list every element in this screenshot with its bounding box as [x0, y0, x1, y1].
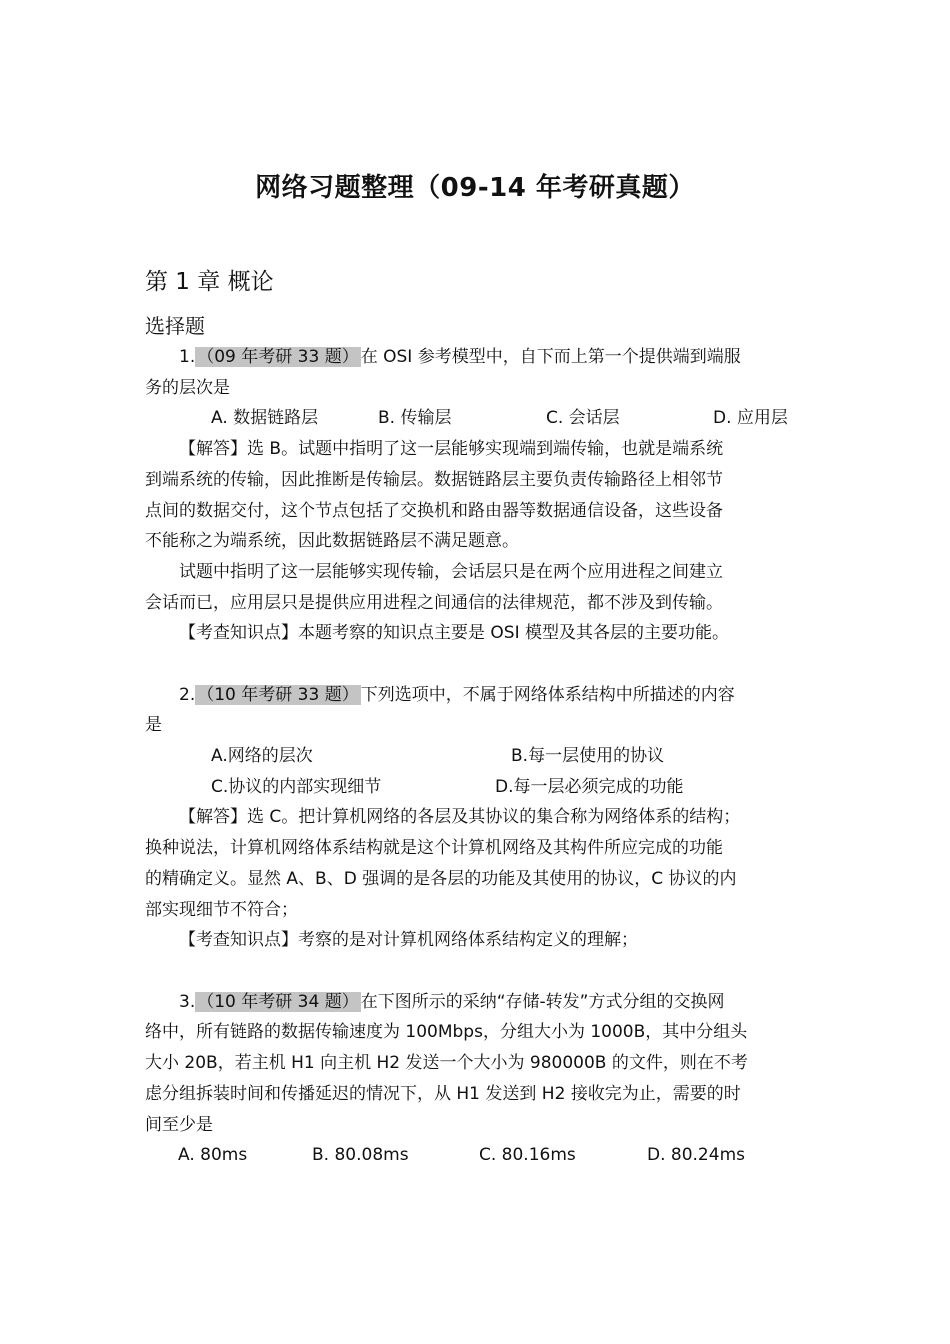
- option-b: B. 传输层: [378, 408, 452, 429]
- option-c: C. 80.16ms: [479, 1145, 576, 1166]
- question-2-options-row1: [145, 741, 815, 772]
- exam-source-tag: （10 年考研 34 题）: [197, 991, 359, 1012]
- question-text: 下列选项中，不属于网络体系结构中所描述的内容: [360, 684, 735, 705]
- exam-source-tag: （09 年考研 33 题）: [197, 347, 359, 367]
- option-d: D. 80.24ms: [647, 1145, 745, 1166]
- question-2-stem: [145, 680, 815, 711]
- answer-line: 的精确定义。显然 A、B、D 强调的是各层的功能及其使用的协议，C 协议的内: [145, 868, 737, 889]
- explanation-line: 试题中指明了这一层能够实现传输，会话层只是在两个应用进程之间建立: [179, 561, 723, 582]
- question-text: 在 OSI 参考模型中，自下而上第一个提供端到端服: [360, 347, 741, 367]
- content-body: [145, 342, 815, 1171]
- option-d: D. 应用层: [713, 408, 788, 429]
- knowledge-point: 【考查知识点】考察的是对计算机网络体系结构定义的理解；: [179, 930, 638, 951]
- question-3-line: 间至少是: [145, 1114, 213, 1135]
- option-b: B. 80.08ms: [312, 1145, 409, 1166]
- section-heading: 选择题: [145, 314, 205, 338]
- question-1-stem: [145, 342, 815, 373]
- knowledge-point: 【考查知识点】本题考察的知识点主要是 OSI 模型及其各层的主要功能。: [179, 623, 729, 644]
- question-1-stem-cont: 务的层次是: [145, 377, 230, 398]
- option-d: D.每一层必须完成的功能: [495, 776, 684, 797]
- option-a: A. 80ms: [178, 1145, 248, 1166]
- question-number: 2.: [179, 684, 196, 705]
- question-3-options: [145, 1140, 815, 1171]
- question-3-line: 大小 20B，若主机 H1 向主机 H2 发送一个大小为 980000B 的文件，则在不考: [145, 1053, 748, 1074]
- explanation-line: 会话而已，应用层只是提供应用进程之间通信的法律规范，都不涉及到传输。: [145, 592, 723, 613]
- option-a: A. 数据链路层: [211, 408, 319, 429]
- question-1-options: [145, 403, 815, 434]
- answer-line: 不能称之为端系统，因此数据链路层不满足题意。: [145, 531, 519, 552]
- question-3-stem: [145, 987, 815, 1018]
- question-2-options-row2: [145, 772, 815, 803]
- option-c: C. 会话层: [546, 408, 620, 429]
- exam-source-tag: （10 年考研 33 题）: [197, 684, 359, 705]
- answer-line: 到端系统的传输，因此推断是传输层。数据链路层主要负责传输路径上相邻节: [145, 469, 723, 490]
- option-b: B.每一层使用的协议: [511, 746, 665, 767]
- answer-line: 点间的数据交付，这个节点包括了交换机和路由器等数据通信设备，这些设备: [145, 500, 723, 521]
- question-2-stem-cont: 是: [145, 715, 162, 736]
- answer-line: 【解答】选 C。把计算机网络的各层及其协议的集合称为网络体系的结构；: [179, 807, 741, 828]
- question-text: 在下图所示的采纳“存储-转发”方式分组的交换网: [360, 991, 725, 1012]
- option-a: A.网络的层次: [211, 746, 313, 767]
- answer-line: 【解答】选 B。试题中指明了这一层能够实现端到端传输，也就是端系统: [179, 439, 724, 460]
- question-3-line: 络中，所有链路的数据传输速度为 100Mbps，分组大小为 1000B，其中分组头: [145, 1022, 748, 1043]
- answer-line: 部实现细节不符合；: [145, 899, 298, 920]
- document-title: 网络习题整理（09-14 年考研真题）: [255, 173, 695, 203]
- question-number: 3.: [179, 991, 196, 1012]
- answer-line: 换种说法，计算机网络体系结构就是这个计算机网络及其构件所应完成的功能: [145, 838, 723, 859]
- question-3-line: 虑分组拆装时间和传播延迟的情况下，从 H1 发送到 H2 接收完为止，需要的时: [145, 1083, 741, 1104]
- option-c: C.协议的内部实现细节: [211, 776, 382, 797]
- question-number: 1.: [179, 347, 196, 367]
- chapter-heading: 第 1 章 概论: [145, 269, 274, 295]
